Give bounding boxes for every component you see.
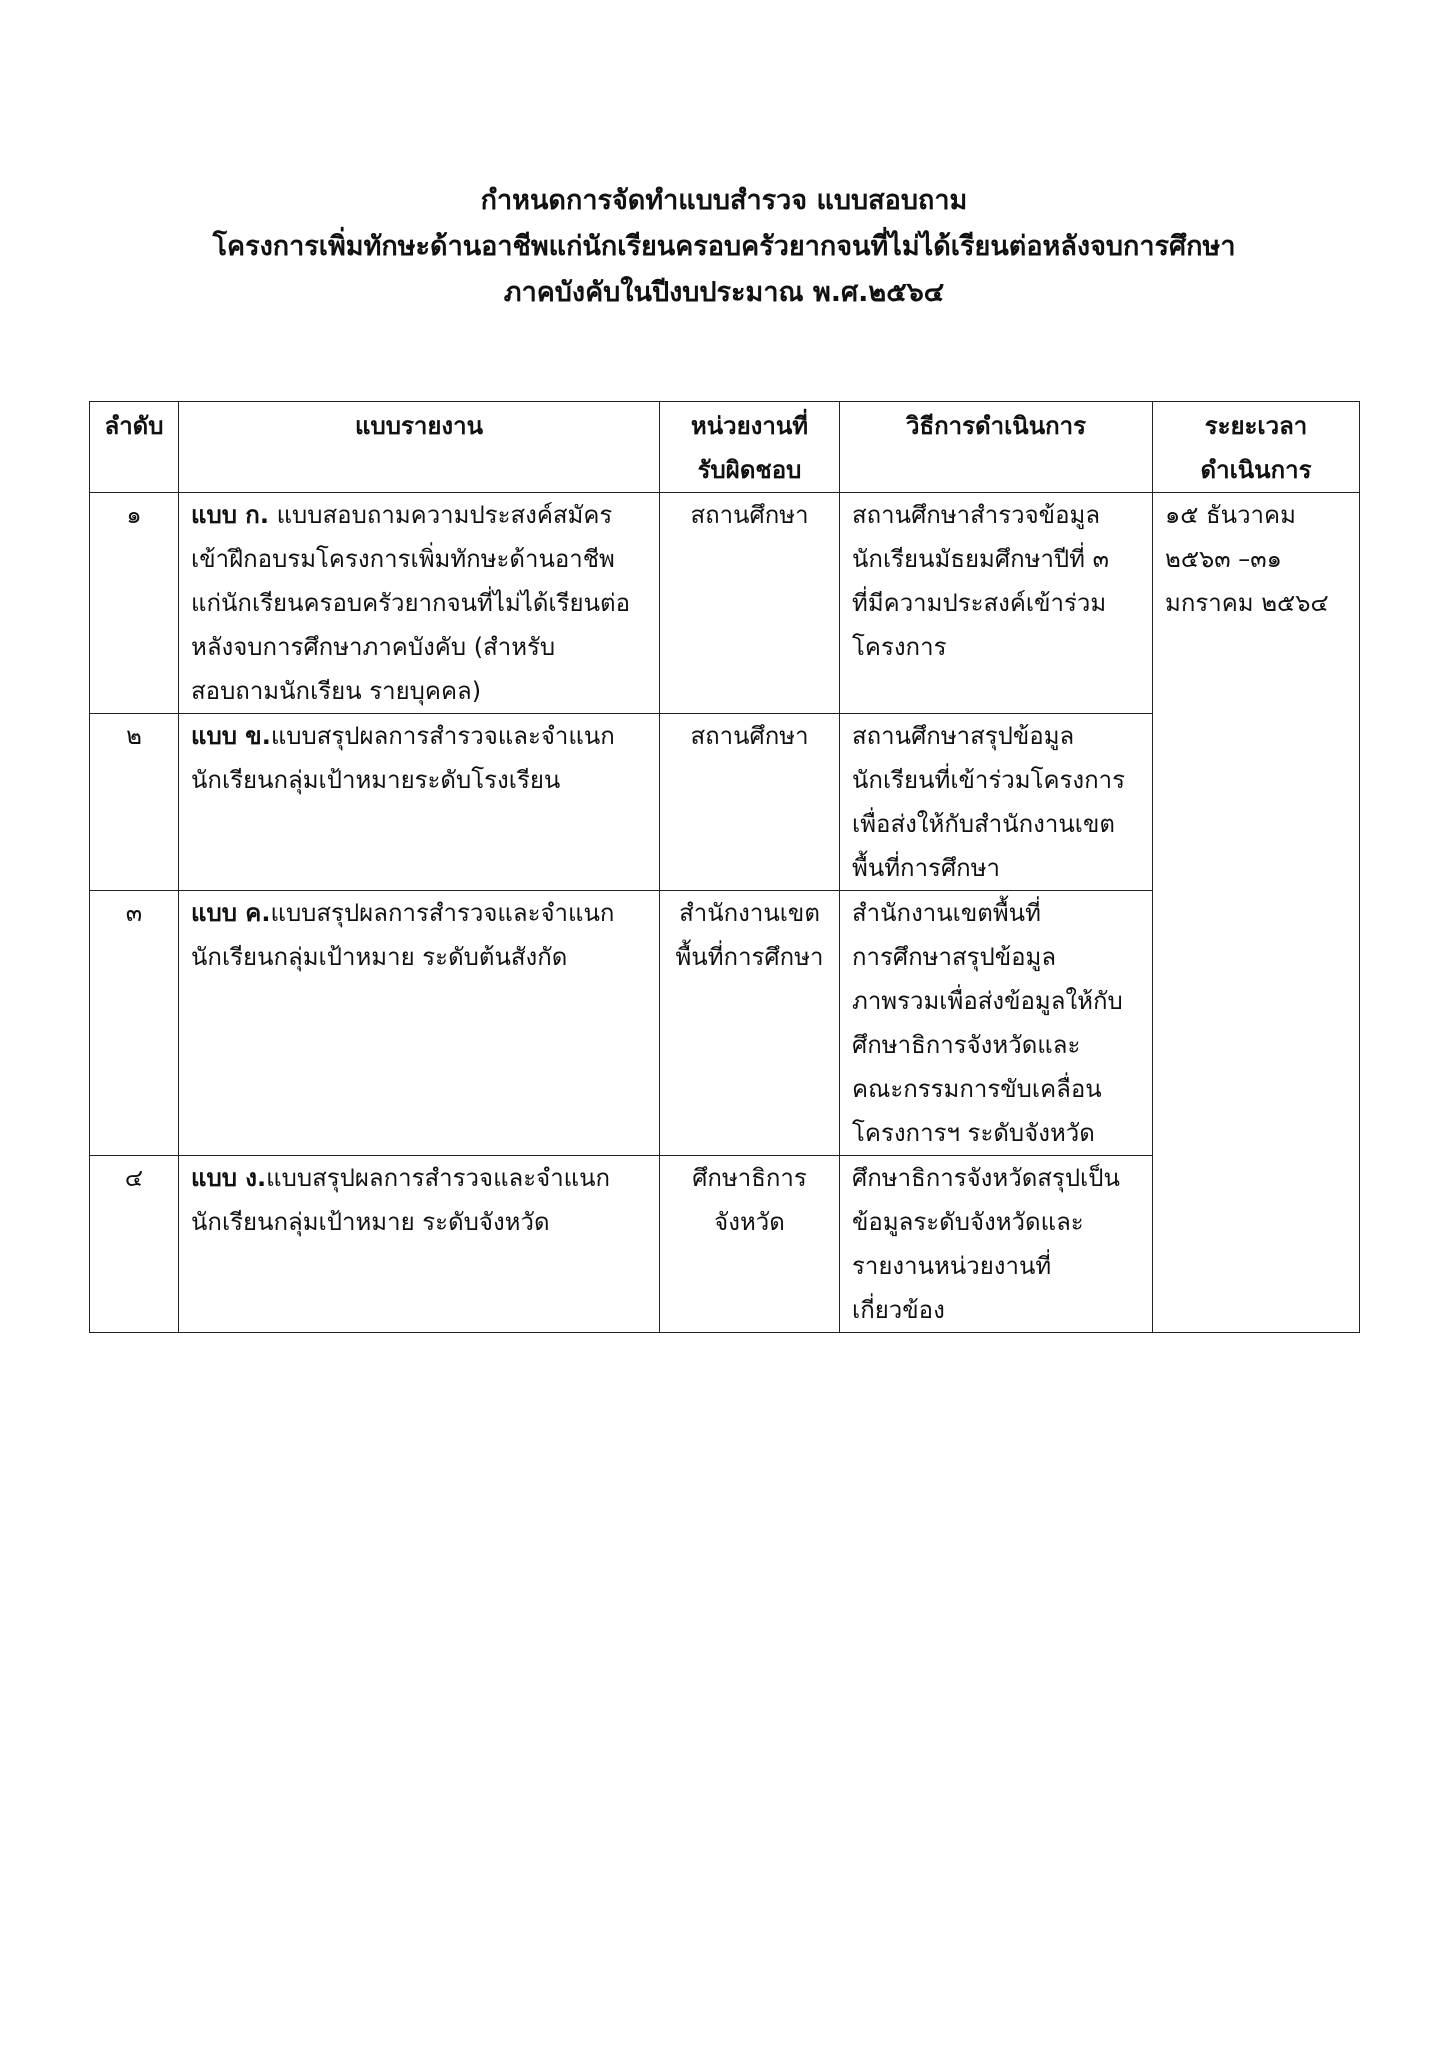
form-text: แบบสรุปผลการสำรวจและจำแนก	[266, 1164, 611, 1192]
form-line	[191, 493, 647, 537]
header-period-line-1: ระยะเวลา	[1204, 412, 1308, 440]
row-number: ๑	[90, 493, 179, 714]
method-line: การศึกษาสรุปข้อมูล	[852, 943, 1057, 971]
form-line: เข้าฝึกอบรมโครงการเพิ่มทักษะด้านอาชีพ	[191, 545, 615, 573]
unit-line: ศึกษาธิการ	[692, 1164, 807, 1192]
unit-line: พื้นที่การศึกษา	[675, 943, 824, 971]
form-code: แบบ ค.	[191, 899, 271, 927]
responsible-unit-cell	[660, 714, 840, 891]
period-cell	[1153, 493, 1360, 1333]
method-line: ที่มีความประสงค์เข้าร่วม	[852, 589, 1107, 617]
row-number: ๒	[90, 714, 179, 891]
form-line: แก่นักเรียนครอบครัวยากจนที่ไม่ได้เรียนต่อ	[191, 589, 630, 617]
method-line: ภาพรวมเพื่อส่งข้อมูลให้กับ	[852, 987, 1123, 1015]
form-line: นักเรียนกลุ่มเป้าหมายระดับโรงเรียน	[191, 766, 561, 794]
method-cell	[840, 1156, 1153, 1333]
responsible-unit-cell	[660, 1156, 840, 1333]
form-text: แบบสรุปผลการสำรวจและจำแนก	[270, 722, 615, 750]
responsible-unit-cell	[660, 493, 840, 714]
header-method: วิธีการดำเนินการ	[840, 402, 1153, 493]
form-line	[191, 1156, 647, 1200]
header-period-line-2: ดำเนินการ	[1200, 456, 1312, 484]
form-line: หลังจบการศึกษาภาคบังคับ (สำหรับ	[191, 633, 556, 661]
schedule-table	[89, 401, 1360, 1333]
method-line: ข้อมูลระดับจังหวัดและ	[852, 1208, 1084, 1236]
method-line: เพื่อส่งให้กับสำนักงานเขต	[852, 810, 1115, 838]
form-text: แบบสอบถามความประสงค์สมัคร	[268, 501, 613, 529]
report-form-cell	[179, 493, 660, 714]
method-line: พื้นที่การศึกษา	[852, 854, 1001, 882]
row-number: ๔	[90, 1156, 179, 1333]
form-code: แบบ ข.	[191, 722, 271, 750]
title-line-3: ภาคบังคับในปีงบประมาณ พ.ศ.๒๕๖๔	[503, 277, 945, 308]
form-line: นักเรียนกลุ่มเป้าหมาย ระดับต้นสังกัด	[191, 943, 568, 971]
header-no: ลำดับ	[90, 402, 179, 493]
row-number: ๓	[90, 891, 179, 1156]
report-form-cell	[179, 891, 660, 1156]
table-header-row	[90, 402, 1360, 493]
method-line: โครงการ	[852, 633, 947, 661]
title-line-1: กำหนดการจัดทำแบบสำรวจ แบบสอบถาม	[480, 185, 968, 216]
period-line: ๒๕๖๓ –๓๑	[1165, 545, 1282, 573]
method-line: ศึกษาธิการจังหวัดสรุปเป็น	[852, 1164, 1120, 1192]
header-period	[1153, 402, 1360, 493]
method-line: สำนักงานเขตพื้นที่	[852, 899, 1041, 927]
method-line: นักเรียนมัธยมศึกษาปีที่ ๓	[852, 545, 1110, 573]
form-line: นักเรียนกลุ่มเป้าหมาย ระดับจังหวัด	[191, 1208, 550, 1236]
form-line	[191, 714, 647, 758]
method-line: เกี่ยวข้อง	[852, 1296, 945, 1324]
method-cell	[840, 493, 1153, 714]
header-unit	[660, 402, 840, 493]
form-text: แบบสรุปผลการสำรวจและจำแนก	[270, 899, 615, 927]
method-line: นักเรียนที่เข้าร่วมโครงการ	[852, 766, 1126, 794]
method-line: คณะกรรมการขับเคลื่อน	[852, 1075, 1102, 1103]
header-form: แบบรายงาน	[179, 402, 660, 493]
header-unit-line-2: รับผิดชอบ	[697, 456, 802, 484]
report-form-cell	[179, 1156, 660, 1333]
method-line: โครงการฯ ระดับจังหวัด	[852, 1119, 1095, 1147]
method-cell	[840, 891, 1153, 1156]
period-line: มกราคม ๒๕๖๔	[1165, 589, 1329, 617]
unit-line: สถานศึกษา	[690, 501, 809, 529]
document-title	[0, 178, 1448, 316]
report-form-cell	[179, 714, 660, 891]
method-line: สถานศึกษาสรุปข้อมูล	[852, 722, 1075, 750]
table-row	[90, 493, 1360, 714]
form-line: สอบถามนักเรียน รายบุคคล)	[191, 677, 482, 705]
method-line: สถานศึกษาสำรวจข้อมูล	[852, 501, 1101, 529]
method-line: รายงานหน่วยงานที่	[852, 1252, 1052, 1280]
form-code: แบบ ง.	[191, 1164, 267, 1192]
method-line: ศึกษาธิการจังหวัดและ	[852, 1031, 1081, 1059]
method-cell	[840, 714, 1153, 891]
form-line	[191, 891, 647, 935]
period-line: ๑๕ ธันวาคม	[1165, 501, 1296, 529]
unit-line: จังหวัด	[714, 1208, 785, 1236]
unit-line: สถานศึกษา	[690, 722, 809, 750]
responsible-unit-cell	[660, 891, 840, 1156]
title-line-2: โครงการเพิ่มทักษะด้านอาชีพแก่นักเรียนครอบครัวยากจนที่ไม่ได้เรียนต่อหลังจบการศึกษา	[212, 231, 1236, 262]
unit-line: สำนักงานเขต	[679, 899, 820, 927]
header-unit-line-1: หน่วยงานที่	[690, 412, 809, 440]
form-code: แบบ ก.	[191, 501, 269, 529]
